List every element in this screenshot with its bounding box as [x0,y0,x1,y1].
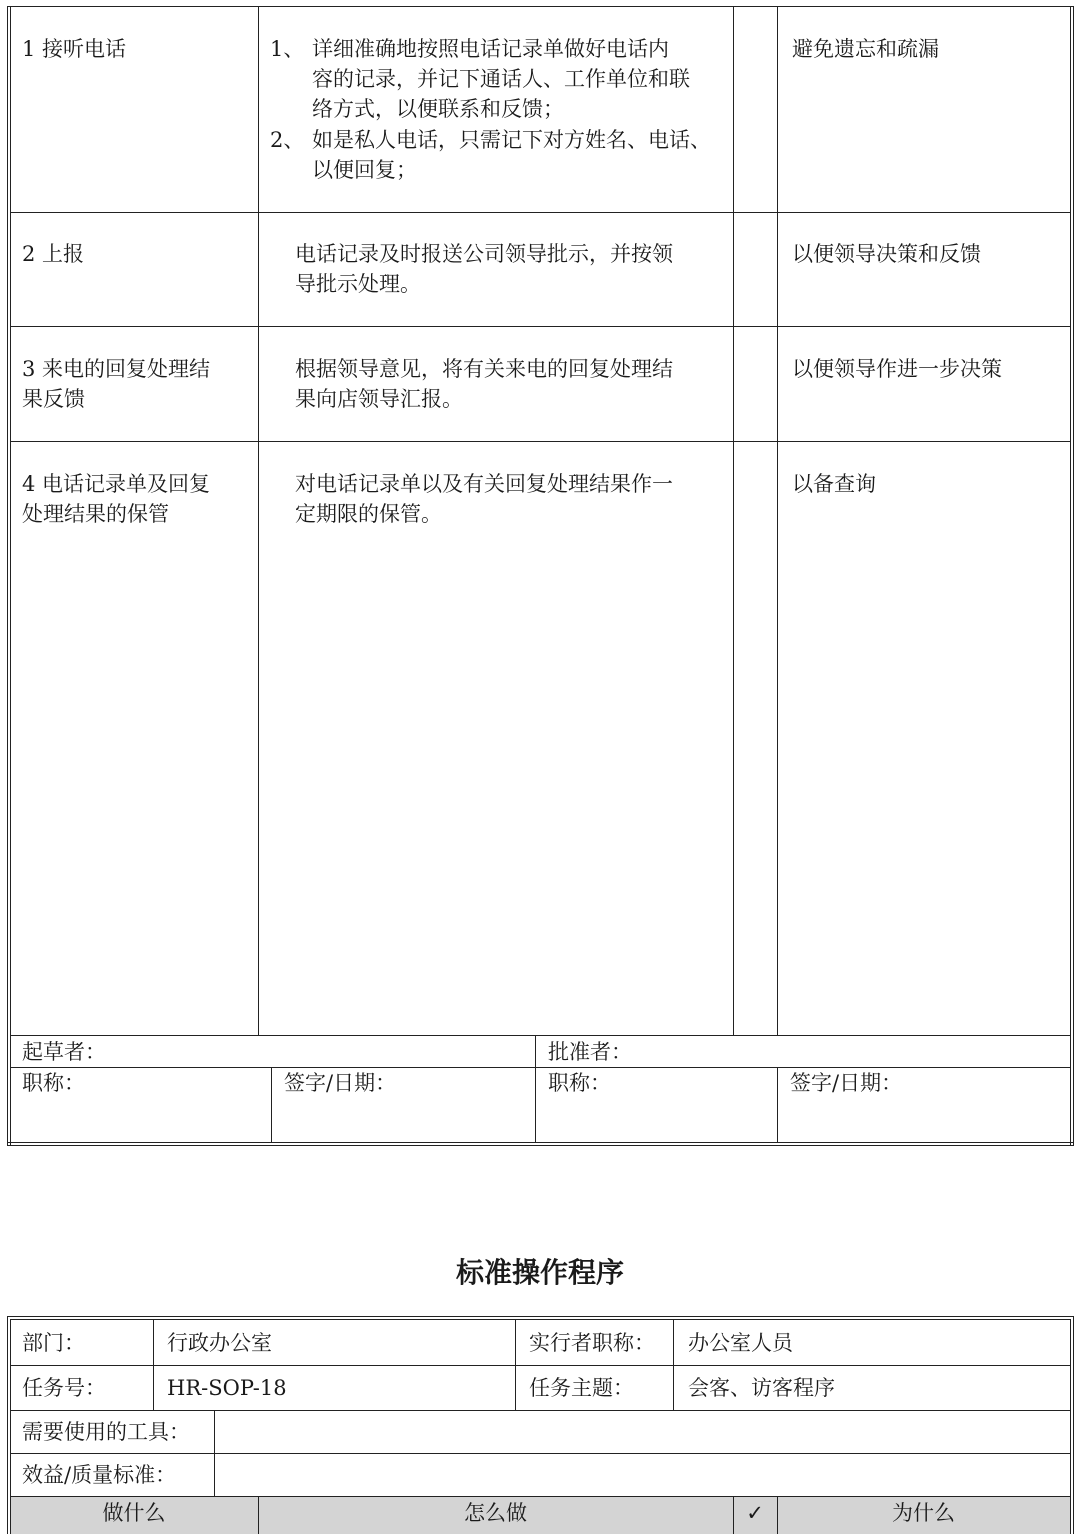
row1-how-num1: 1、 [270,37,305,61]
column-header-what: 做什么 [102,1501,166,1525]
approver-title-label: 职称： [548,1071,611,1095]
row4-how-line1: 对电话记录单以及有关回复处理结果作一 [295,472,673,496]
row1-how-num2: 2、 [270,128,305,152]
row3-how-line1: 根据领导意见，将有关来电的回复处理结 [295,357,673,381]
drafter-title-label: 职称： [22,1071,85,1095]
column-header-how: 怎么做 [464,1501,527,1525]
dept-value: 行政办公室 [167,1331,272,1355]
role-value: 办公室人员 [688,1331,793,1355]
sop-heading: 标准操作程序 [455,1256,624,1289]
column-header-why: 为什么 [892,1501,955,1525]
row2-how-line1: 电话记录及时报送公司领导批示，并按领 [295,242,673,266]
row4-why: 以备查询 [792,472,876,496]
row2-what: 2 上报 [22,242,85,266]
task-number-value: HR-SOP-18 [167,1376,287,1400]
row2-how-line2: 导批示处理。 [295,272,421,296]
task-topic-value: 会客、访客程序 [688,1376,835,1400]
row1-how-line3: 络方式，以便联系和反馈； [312,97,564,121]
approver-sign-label: 签字/日期： [790,1071,903,1095]
row3-why: 以便领导作进一步决策 [792,357,1002,381]
row2-why: 以便领导决策和反馈 [792,242,981,266]
task-topic-label: 任务主题： [529,1376,634,1400]
dept-label: 部门： [22,1331,85,1355]
tools-label: 需要使用的工具： [22,1420,190,1444]
role-label: 实行者职称： [529,1331,655,1355]
row4-how-line2: 定期限的保管。 [295,502,442,526]
quality-label: 效益/质量标准： [22,1463,177,1487]
row3-what-line1: 3 来电的回复处理结 [22,357,211,381]
row4-what-line2: 处理结果的保管 [22,502,169,526]
drafter-label: 起草者： [22,1040,106,1064]
row1-how-line1: 详细准确地按照电话记录单做好电话内 [312,37,669,61]
task-number-label: 任务号： [22,1376,106,1400]
row4-what-line1: 4 电话记录单及回复 [22,472,211,496]
approver-label: 批准者： [548,1040,632,1064]
row1-how-line5: 以便回复； [312,158,417,182]
column-header-check: ✓ [746,1501,764,1525]
row1-how-line4: 如是私人电话，只需记下对方姓名、电话、 [312,128,711,152]
row1-why: 避免遗忘和疏漏 [792,37,939,61]
drafter-sign-label: 签字/日期： [284,1071,397,1095]
sop-table [0,1300,1080,1534]
row3-how-line2: 果向店领导汇报。 [295,387,463,411]
row1-what: 1 接听电话 [22,37,127,61]
row3-what-line2: 果反馈 [22,387,85,411]
row1-how-line2: 容的记录，并记下通话人、工作单位和联 [312,67,690,91]
